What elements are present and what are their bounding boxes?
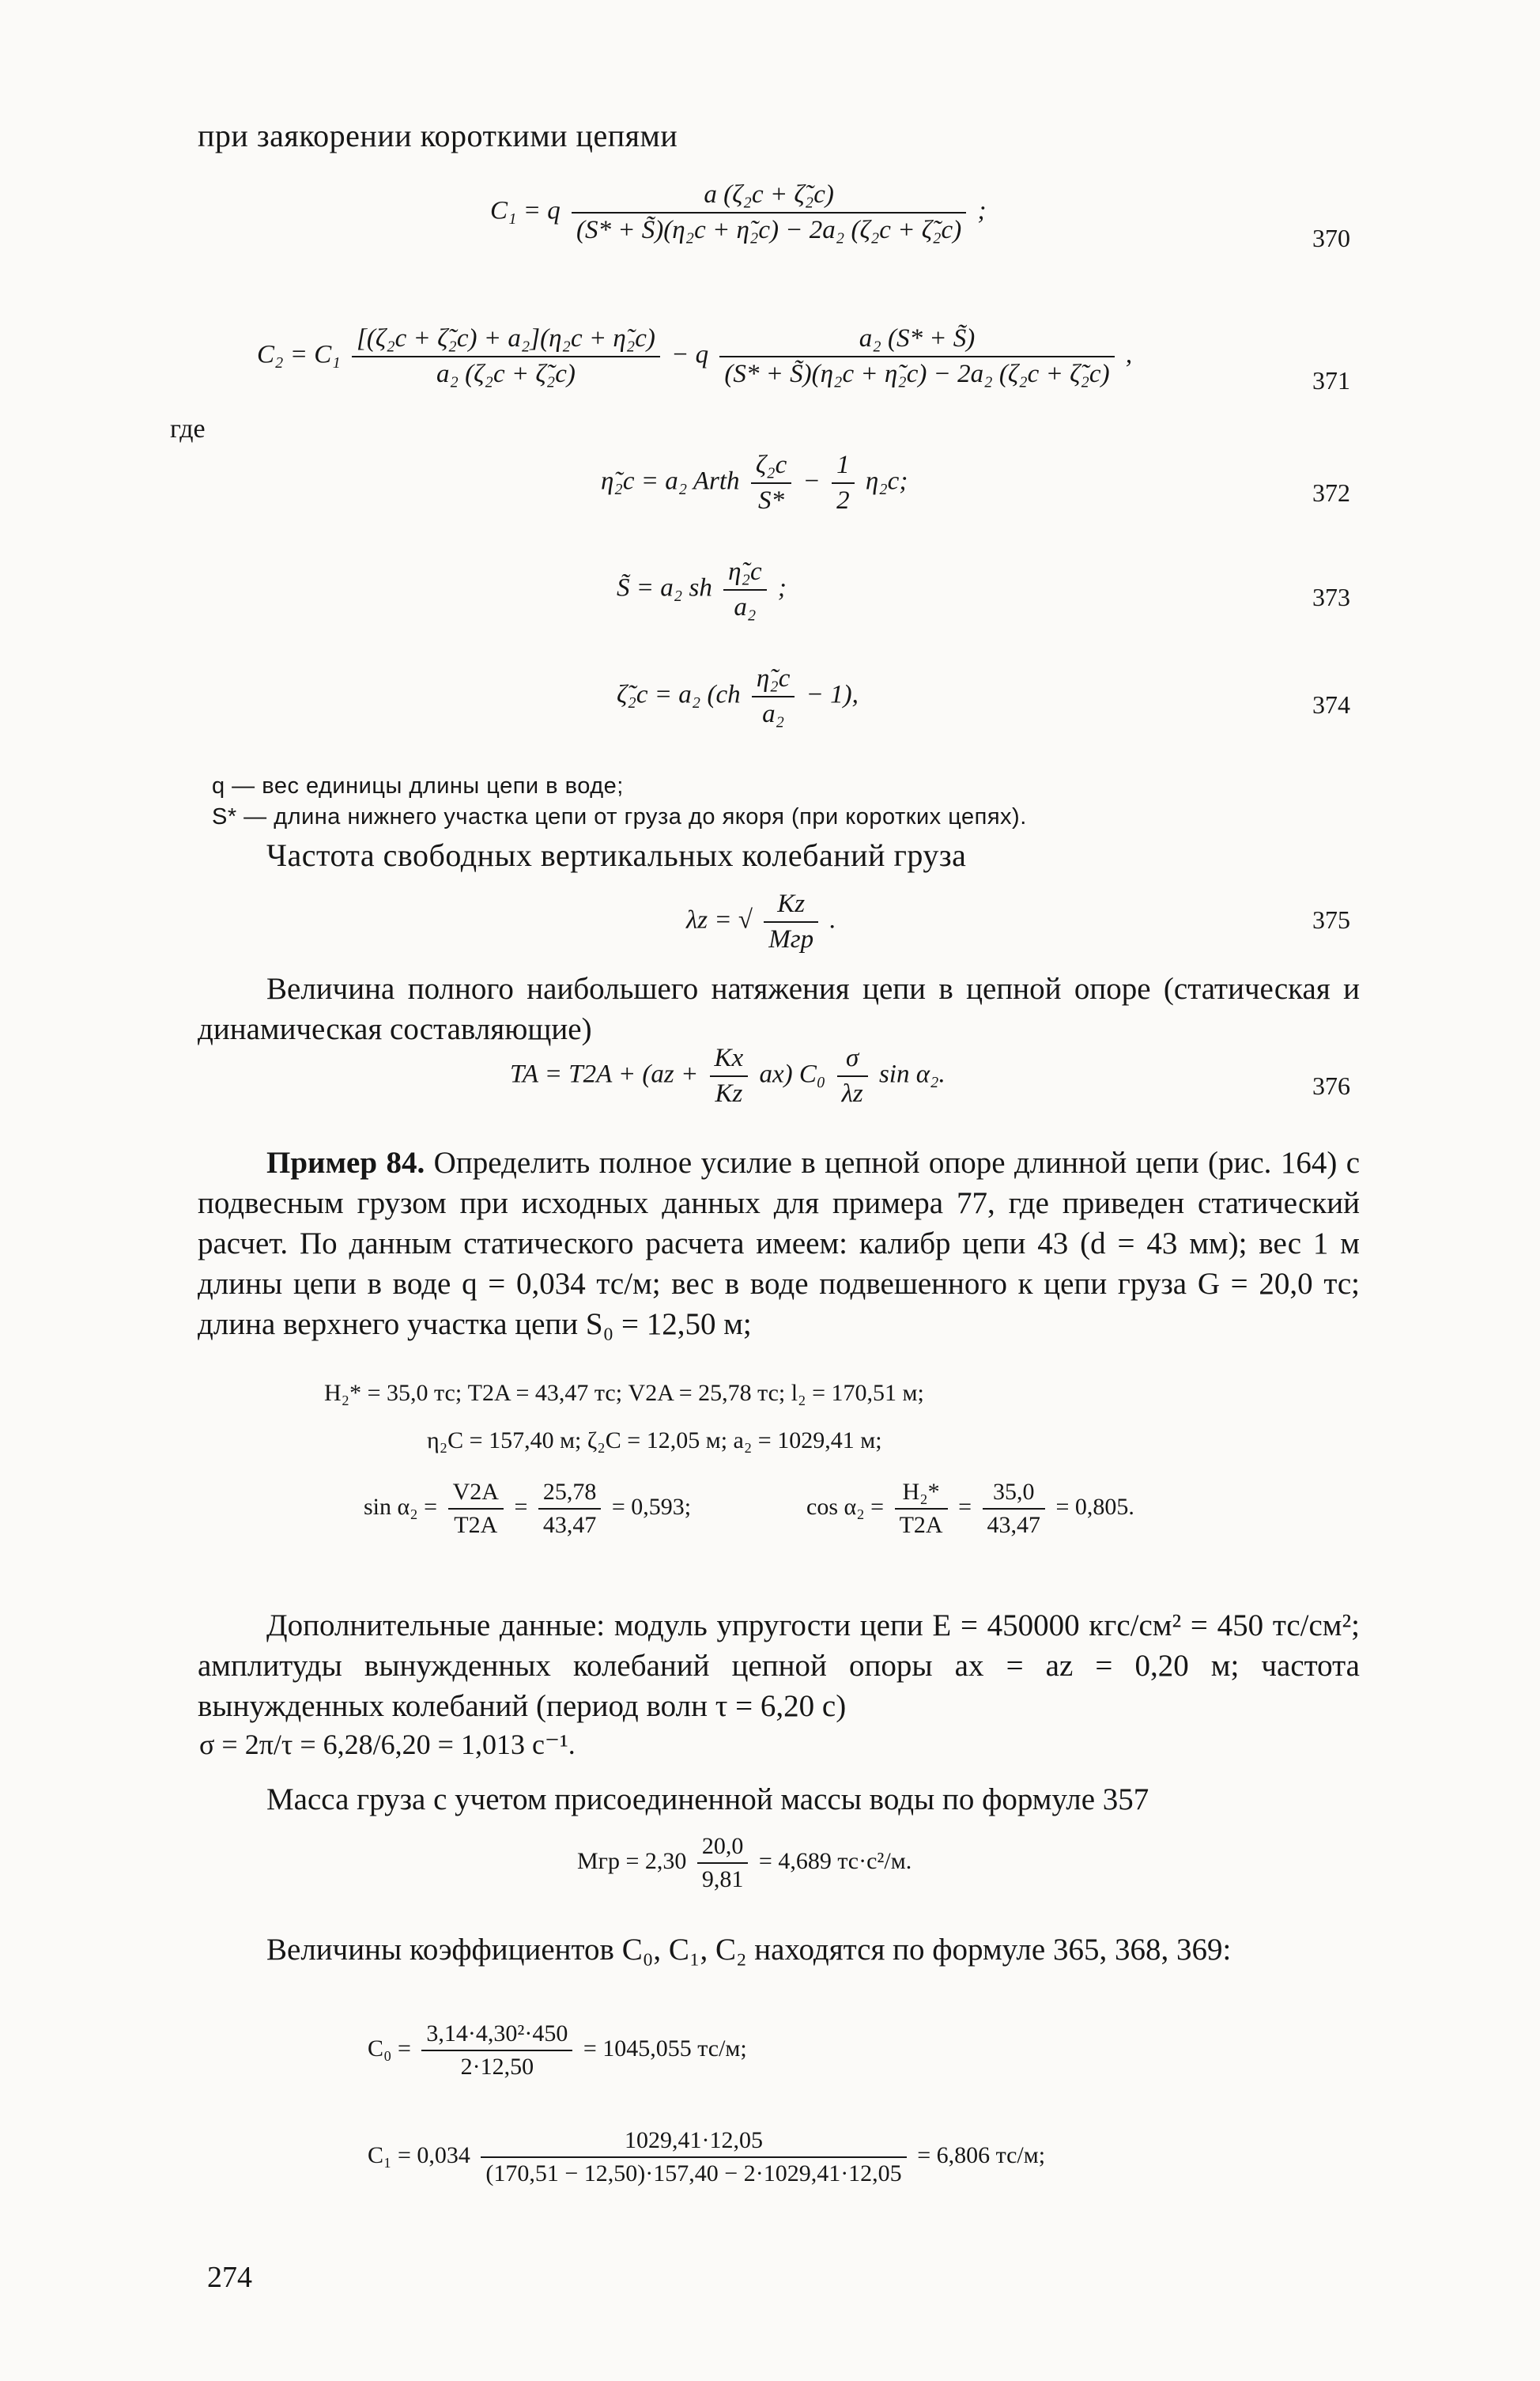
formula-376-fraction-2 [837, 1044, 868, 1109]
formula-370-fraction [572, 180, 966, 245]
additional-paragraph: Дополнительные данные: модуль упругости цепи E = 450000 кгс/см² = 450 тс/см²; амплитуды вынужденных колебаний цепной опоры ax = az = 0,20 м; частота вынужденных колебаний (период волн τ = 6,20 с) [198, 1608, 1360, 1723]
cos-denominator-2: 43,47 [987, 1512, 1041, 1538]
mgr-result: = 4,689 тс·с²/м. [758, 1847, 912, 1874]
formula-376-numerator-2: σ [837, 1044, 868, 1077]
formula-371-denominator-1: a₂ (ζ₂c + ζ̃₂c) [436, 360, 576, 388]
mgr-fraction [697, 1833, 749, 1893]
formula-372-mid: − [802, 467, 821, 496]
formula-371-denominator-2: (S* + S̃)(η₂c + η̃₂c) − 2a₂ (ζ₂c + ζ̃₂c) [724, 360, 1110, 388]
formula-371-number: 371 [1312, 366, 1350, 395]
cos-fraction-1 [895, 1479, 948, 1539]
calc-sin: sin α₂ = $\frac{V2A}{T2A}$ = $\frac{25,78}{43,47}$ = 0,593; [364, 1479, 692, 1538]
formula-371 [257, 324, 1132, 389]
formula-372-denominator-1: S* [758, 486, 785, 515]
c1-denominator: (170,51 − 12,50)·157,40 − 2·1029,41·12,05 [485, 2160, 902, 2186]
formula-376-fraction-1 [710, 1044, 749, 1109]
example-paragraph [198, 1143, 1360, 1344]
freq-heading: Частота свободных вертикальных колебаний груза [266, 837, 967, 873]
sigma-line: σ = 2π/τ = 6,28/6,20 = 1,013 с⁻¹. [199, 1729, 576, 1760]
calc-c0 [368, 2020, 747, 2081]
formula-374-lhs: ζ̃₂c = a₂ (ch [617, 680, 741, 709]
c1-numerator: 1029,41·12,05 [481, 2127, 906, 2158]
cos-result: = 0,805. [1055, 1493, 1134, 1520]
coef-paragraph: Величины коэффициентов C₀, C₁, C₂ находятся по формуле 365, 368, 369: [266, 1933, 1232, 1967]
formula-370-number: 370 [1312, 224, 1350, 252]
sin-fraction-2 [538, 1479, 602, 1539]
formula-376 [510, 1044, 946, 1109]
formula-373-lhs: S̃ = a₂ sh [617, 573, 712, 603]
note-s: S* — длина нижнего участка цепи от груза до якоря (при коротких цепях). [212, 804, 1027, 830]
formula-371-mid: − q [671, 340, 709, 369]
calc-row-2: η₂C = 157,40 м; ζ₂C = 12,05 м; a₂ = 1029,41 м; [427, 1427, 882, 1453]
c1-result: = 6,806 тс/м; [917, 2141, 1046, 2168]
formula-375-numerator: Kz [764, 890, 818, 923]
mass-paragraph: Масса груза с учетом присоединенной массы воды по формуле 357 [266, 1782, 1149, 1816]
cos-lhs: cos α₂ = [806, 1493, 885, 1520]
cos-denominator-1: T2A [899, 1512, 943, 1538]
example-label: Пример 84. [266, 1146, 425, 1180]
c1-fraction [481, 2127, 906, 2187]
intro-line: при заякорении короткими цепями [198, 118, 678, 153]
c0-denominator: 2·12,50 [460, 2054, 534, 2080]
formula-370-lhs: C₁ = q [490, 196, 561, 225]
formula-374-denominator: a₂ [762, 700, 785, 728]
calc-c1 [368, 2127, 1045, 2187]
sin-lhs: sin α₂ = [364, 1493, 438, 1520]
sin-denominator-1: T2A [454, 1512, 498, 1538]
formula-373-fraction [723, 557, 767, 622]
formula-372 [601, 451, 908, 516]
formula-376-lhs: TA = T2A + (az + [510, 1060, 699, 1089]
formula-373-tail: ; [777, 573, 787, 603]
c1-lhs: C₁ = 0,034 [368, 2141, 470, 2168]
formula-371-numerator-2: a₂ (S* + S̃) [719, 324, 1114, 357]
formula-372-numerator-1: ζ₂c [751, 451, 791, 484]
formula-372-denominator-2: 2 [836, 486, 850, 515]
formula-376-denominator-1: Kz [715, 1079, 743, 1108]
mgr-lhs: Mгр = 2,30 [577, 1847, 687, 1874]
formula-376-number: 376 [1312, 1071, 1350, 1100]
formula-372-lhs: η̃₂c = a₂ Arth [601, 467, 740, 496]
formula-370-tail: ; [977, 196, 987, 225]
formula-372-fraction-1 [751, 451, 791, 516]
sin-fraction-1 [448, 1479, 504, 1539]
formula-375-tail: . [829, 905, 836, 935]
formula-375-denominator: Mгр [768, 925, 814, 954]
formula-371-numerator-1: [(ζ₂c + ζ̃₂c) + a₂](η₂c + η̃₂c) [352, 324, 660, 357]
formula-375-lhs: λz = √ [686, 905, 753, 935]
formula-375-number: 375 [1312, 905, 1350, 934]
mgr-denominator: 9,81 [701, 1866, 744, 1892]
calc-row-1: H₂* = 35,0 тс; T2A = 43,47 тс; V2A = 25,78 тс; l₂ = 170,51 м; [324, 1380, 924, 1406]
where-label: где [170, 414, 206, 444]
formula-375-fraction [764, 890, 818, 954]
note-q: q — вес единицы длины цепи в воде; [212, 773, 624, 799]
formula-371-tail: , [1125, 340, 1133, 369]
formula-372-number: 372 [1312, 478, 1350, 507]
formula-370-numerator: a (ζ₂c + ζ̃₂c) [572, 180, 966, 214]
formula-373-numerator: η̃₂c [723, 557, 767, 591]
formula-376-numerator-1: Kx [710, 1044, 749, 1077]
cos-numerator-2: 35,0 [983, 1479, 1046, 1510]
formula-373-number: 373 [1312, 583, 1350, 611]
formula-371-fraction-2 [719, 324, 1114, 389]
formula-375 [686, 890, 836, 954]
c0-result: = 1045,055 тс/м; [583, 2035, 747, 2062]
formula-373 [617, 557, 787, 622]
formula-371-lhs: C₂ = C₁ [257, 340, 341, 369]
formula-374-fraction [752, 664, 795, 729]
sin-numerator-2: 25,78 [538, 1479, 602, 1510]
mgr-numerator: 20,0 [697, 1833, 749, 1864]
formula-376-denominator-2: λz [841, 1079, 863, 1108]
formula-376-mid: ax) C₀ [759, 1060, 826, 1089]
formula-371-fraction-1 [352, 324, 660, 389]
example-text: Определить полное усилие в цепной опоре длинной цепи (рис. 164) с подвесным грузом при исходных данных для примера 77, где приведен статический расчет. По данным статического расчета имеем: калибр цепи 43 (d = 43 мм); вес 1 м длины цепи в воде q = 0,034 тс/м; вес в воде подвешенного к цепи груза G = 20,0 тс; длина верхнего участка цепи S₀ = 12,50 м; [198, 1146, 1361, 1341]
formula-373-denominator: a₂ [734, 593, 757, 622]
sin-result: = 0,593; [611, 1493, 692, 1520]
formula-370-denominator: (S* + S̃)(η₂c + η̃₂c) − 2a₂ (ζ₂c + ζ̃₂c) [576, 216, 962, 244]
calc-cos: cos α₂ = $\frac{\text{H₂*}}{T2A}$ = $\frac{35,0}{43,47}$ = 0,805. [806, 1479, 1134, 1538]
calc-mgr [577, 1833, 912, 1893]
formula-374-number: 374 [1312, 690, 1350, 719]
sin-numerator-1: V2A [448, 1479, 504, 1510]
cos-fraction-2 [983, 1479, 1046, 1539]
sin-denominator-2: 43,47 [542, 1512, 597, 1538]
formula-372-tail: η₂c; [865, 467, 908, 496]
formula-372-fraction-2 [832, 451, 855, 516]
cos-numerator-1: H₂* [895, 1479, 948, 1510]
c0-lhs: C₀ = [368, 2035, 411, 2062]
formula-374-numerator: η̃₂c [752, 664, 795, 697]
formula-372-numerator-2: 1 [832, 451, 855, 484]
formula-374-tail: − 1), [806, 680, 859, 709]
page-number: 274 [207, 2261, 252, 2294]
c0-numerator: 3,14·4,30²·450 [421, 2020, 572, 2051]
tension-paragraph: Величина полного наибольшего натяжения цепи в цепной опоре (статическая и динамическая составляющие) [198, 972, 1360, 1046]
formula-374 [617, 664, 859, 729]
c0-fraction [421, 2020, 572, 2081]
formula-370 [490, 180, 986, 245]
formula-376-tail: sin α₂. [878, 1060, 946, 1089]
